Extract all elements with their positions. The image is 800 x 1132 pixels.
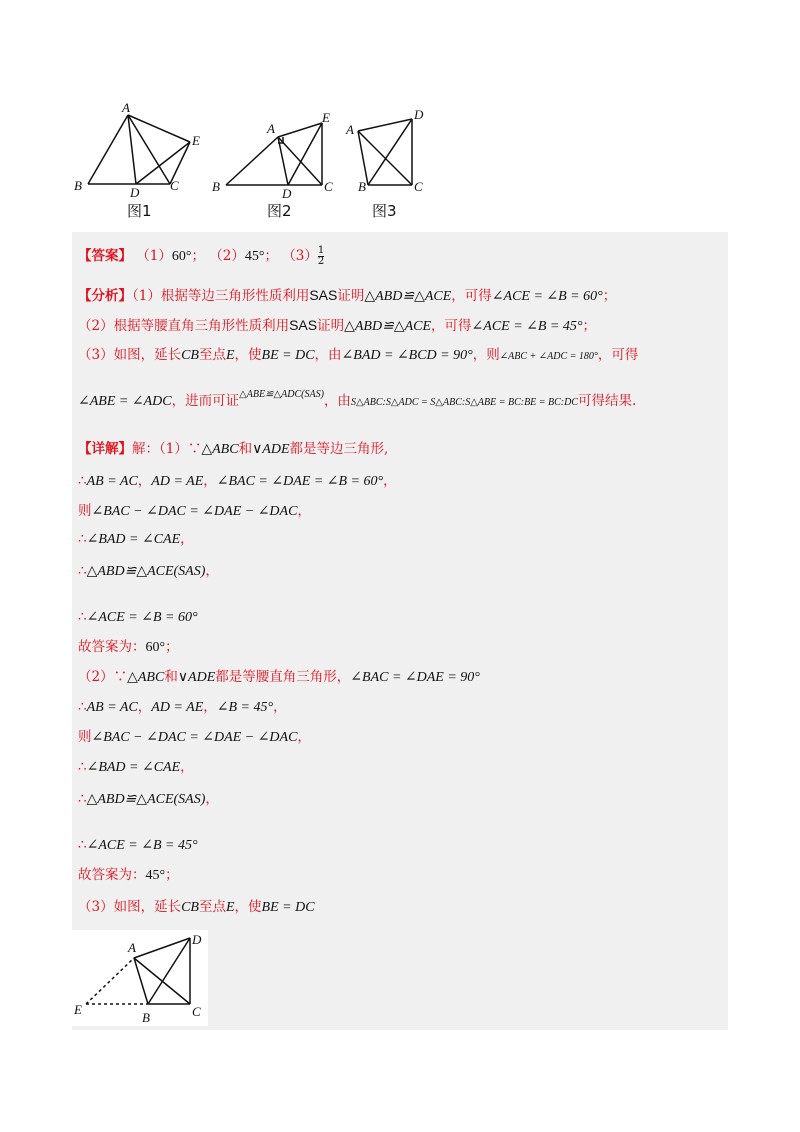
figure-1	[72, 100, 212, 220]
detail-text: 故答案为：	[78, 867, 146, 883]
detail-text: 和	[238, 441, 253, 457]
detail-line-7	[78, 638, 179, 657]
fig1-label-c: C	[170, 178, 179, 193]
detail-text: ，	[205, 563, 219, 579]
detail-line-8	[78, 668, 480, 687]
detail-text: ∴	[78, 609, 87, 625]
detail-math: ∠BAD = ∠CAE	[86, 532, 181, 547]
analysis-math: CB	[181, 348, 199, 363]
detail-math: △ABD≌△ACE(SAS)	[86, 792, 206, 807]
detail-math: ∠BAC − ∠DAC = ∠DAE − ∠DAC	[91, 504, 298, 519]
detail-text: ；	[165, 639, 179, 655]
figure-2	[212, 110, 342, 220]
detail-math: ∠BAC = ∠DAE = 90°	[350, 670, 480, 685]
analysis-math: ∠ABE = ∠ADC	[78, 394, 172, 409]
detail-math: 45°	[145, 868, 166, 883]
detail-line-13	[78, 836, 198, 855]
fig4-label-e: E	[74, 1002, 82, 1017]
detail-line-10	[78, 728, 311, 747]
detail-text: ，	[273, 699, 287, 715]
analysis-text: ，使	[234, 347, 262, 363]
detail-text: ，使	[234, 899, 262, 915]
detail-text: ∴	[78, 837, 87, 853]
detail-text: ，	[383, 473, 397, 489]
analysis-math: ∠BAD = ∠BCD = 90°	[341, 348, 473, 363]
detail-text: 则	[78, 729, 92, 745]
answer-part3-label: （3）	[282, 248, 318, 264]
analysis-math: E	[225, 348, 235, 363]
answer-sep2: ；	[264, 248, 278, 264]
fig2-label-c: C	[324, 179, 333, 194]
fraction-numerator: 1	[317, 245, 325, 256]
detail-text: 故答案为：	[78, 639, 146, 655]
analysis-math: BE = DC	[261, 348, 315, 363]
detail-line-2	[78, 472, 397, 491]
fig1-label-d: D	[130, 185, 140, 200]
detail-line-15	[78, 898, 315, 917]
analysis-tag: 【分析】	[78, 288, 132, 304]
detail-line-11	[78, 758, 194, 777]
detail-text: 至点	[198, 899, 226, 915]
fig4-label-c: C	[192, 1004, 201, 1019]
detail-line-12	[78, 790, 219, 809]
figure-2-caption: 图2	[267, 202, 292, 220]
detail-math: ∠ACE = ∠B = 60°	[86, 610, 198, 625]
detail-text: 则	[78, 503, 92, 519]
detail-text: ，	[203, 699, 217, 715]
detail-text: ，	[203, 473, 217, 489]
detail-text: 都是等腰直角三角形，	[215, 669, 351, 685]
detail-text: ∴	[78, 563, 87, 579]
detail-text: ，	[180, 759, 194, 775]
detail-math: △ABC	[201, 442, 239, 457]
detail-text: 都是等边三角形,	[289, 441, 389, 457]
analysis-math: △ABD≌△ACE	[344, 319, 432, 334]
detail-math: ∨ADE	[177, 670, 216, 685]
analysis-text: ，可得	[451, 288, 492, 304]
analysis-text: ，由	[323, 393, 351, 409]
detail-math: ∠BAD = ∠CAE	[86, 760, 181, 775]
detail-math: ∠BAC − ∠DAC = ∠DAE − ∠DAC	[91, 730, 298, 745]
fig3-label-d: D	[414, 107, 424, 122]
detail-text: ，	[137, 473, 152, 489]
detail-math: △ABC	[127, 670, 165, 685]
fig3-label-a: A	[346, 122, 354, 137]
fig4-label-b: B	[142, 1010, 150, 1025]
figure-row	[72, 100, 452, 225]
analysis-text: （2）根据等腰直角三角形性质利用	[78, 318, 290, 334]
fig4-label-a: A	[128, 940, 136, 955]
analysis-text: 证明	[317, 318, 345, 334]
detail-math: ∠BAC = ∠DAE = ∠B = 60°	[216, 474, 384, 489]
detail-math: ∨ADE	[252, 442, 290, 457]
fig1-label-a: A	[122, 100, 130, 115]
fig1-label-b: B	[74, 178, 82, 193]
analysis-text: 至点	[198, 347, 226, 363]
construction-figure	[72, 930, 208, 1030]
figure-3	[344, 105, 434, 220]
figure-3-diagram	[344, 105, 434, 195]
analysis-math: ∠ABC + ∠ADC = 180°	[499, 351, 598, 362]
figure-3-caption: 图3	[372, 202, 397, 220]
detail-text: ∴	[78, 759, 87, 775]
figure-1-caption: 图1	[127, 202, 152, 220]
fraction-denominator: 2	[317, 256, 325, 267]
fig1-label-e: E	[192, 133, 200, 148]
detail-math: ∠ACE = ∠B = 45°	[86, 838, 198, 853]
figure-2-diagram	[212, 110, 342, 201]
analysis-text: ，则	[472, 347, 500, 363]
fig2-label-b: B	[212, 179, 220, 194]
analysis-line-4	[78, 389, 637, 412]
detail-text: （2）∵	[78, 669, 128, 685]
answer-part1-label: （1）	[136, 248, 172, 264]
detail-text: ∴	[78, 791, 87, 807]
analysis-math: ∠ACE = ∠B = 60°	[491, 289, 603, 304]
fig4-label-d: D	[192, 932, 202, 947]
fig2-label-e: E	[322, 110, 330, 125]
detail-math: 60°	[145, 640, 166, 655]
analysis-math: S△ABC:S△ADC = S△ABC:S△ABE = BC:BE = BC:DC	[350, 397, 579, 408]
analysis-text: 证明	[337, 288, 365, 304]
answer-part1-value: 60°	[171, 249, 192, 264]
fig2-label-a: A	[267, 121, 275, 136]
analysis-line-2	[78, 316, 596, 336]
analysis-text: （1）根据等边三角形性质利用	[132, 288, 310, 304]
detail-math: CB	[181, 900, 199, 915]
answer-tag: 【答案】	[78, 248, 132, 264]
detail-tag: 【详解】	[78, 441, 132, 457]
detail-math: AD = AE	[151, 700, 204, 715]
detail-math: AD = AE	[151, 474, 204, 489]
analysis-math: △ABE≌△ADC(SAS)	[239, 389, 324, 400]
detail-line-14	[78, 866, 179, 885]
detail-text: ∴	[78, 699, 87, 715]
detail-text: ，	[297, 729, 311, 745]
detail-text: ，	[137, 699, 152, 715]
detail-text: ，	[297, 503, 311, 519]
answer-sep1: ；	[191, 248, 205, 264]
detail-text: ；	[165, 867, 179, 883]
detail-line-4	[78, 530, 194, 549]
analysis-text: ；	[602, 288, 617, 304]
detail-line-9	[78, 698, 287, 717]
detail-text: ，	[205, 791, 219, 807]
analysis-math: SAS	[309, 287, 338, 303]
analysis-text: ，进而可证	[171, 393, 240, 409]
answer-part2-value: 45°	[244, 249, 265, 264]
detail-line-1	[78, 440, 388, 459]
analysis-text: 可得结果.	[578, 393, 637, 409]
analysis-text: ，由	[314, 347, 342, 363]
analysis-text: ；	[582, 318, 596, 334]
fig3-label-b: B	[358, 179, 366, 194]
detail-math: E	[225, 900, 235, 915]
detail-math: AB = AC	[86, 700, 138, 715]
analysis-line-3	[78, 346, 638, 366]
answer-part3-fraction	[318, 246, 324, 267]
detail-math: BE = DC	[261, 900, 315, 915]
analysis-line-1	[78, 286, 616, 306]
fig2-label-d: D	[282, 186, 292, 201]
analysis-math: △ABD≌△ACE	[364, 289, 452, 304]
analysis-text: ，可得	[597, 347, 639, 363]
detail-math: △ABD≌△ACE(SAS)	[86, 564, 206, 579]
detail-line-6	[78, 608, 198, 627]
detail-math: AB = AC	[86, 474, 138, 489]
construction-diagram	[72, 930, 208, 1026]
analysis-math: ∠ACE = ∠B = 45°	[471, 319, 583, 334]
detail-text: ∴	[78, 473, 87, 489]
detail-text: 解：（1）∵	[132, 441, 202, 457]
detail-text: 和	[164, 669, 178, 685]
detail-math: ∠B = 45°	[216, 700, 274, 715]
analysis-text: ，可得	[431, 318, 472, 334]
detail-text: （3）如图，延长	[78, 899, 182, 915]
answer-line	[78, 246, 324, 267]
answer-part2-label: （2）	[209, 248, 245, 264]
detail-text: ∴	[78, 531, 87, 547]
analysis-math: SAS	[289, 317, 318, 333]
analysis-text: （3）如图，延长	[78, 347, 182, 363]
detail-line-3	[78, 502, 311, 521]
detail-text: ，	[180, 531, 194, 547]
fig3-label-c: C	[414, 179, 423, 194]
detail-line-5	[78, 562, 219, 581]
figure-1-diagram	[72, 100, 212, 200]
